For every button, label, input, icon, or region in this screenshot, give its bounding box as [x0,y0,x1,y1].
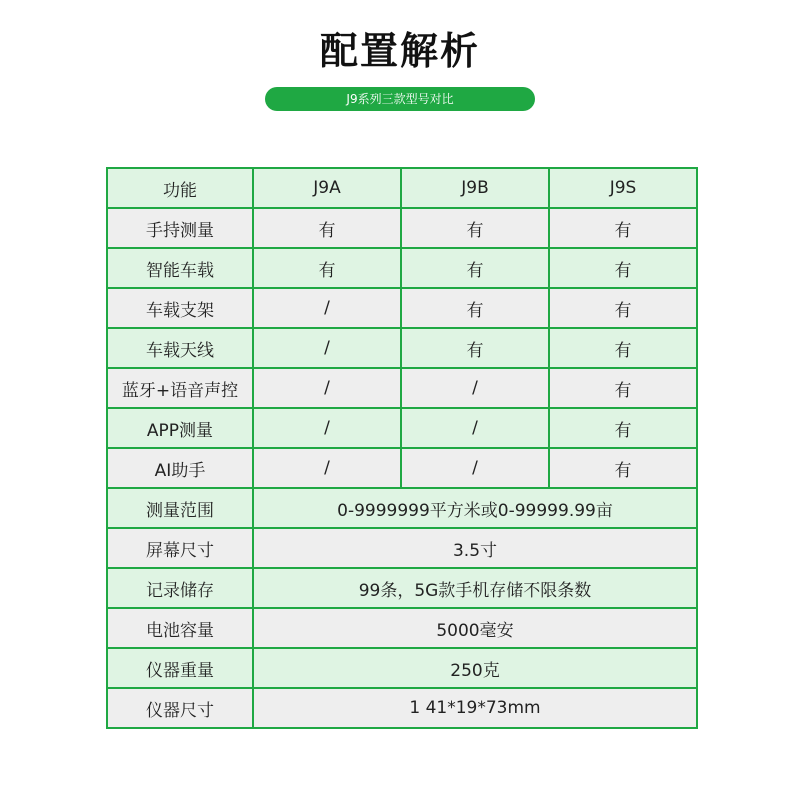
spec-name: 仪器尺寸 [107,688,253,728]
spec-value: 99条，5G款手机存储不限条数 [253,568,697,608]
spec-value: 5000毫安 [253,608,697,648]
feature-name: 车载天线 [107,328,253,368]
feature-value-j9s: 有 [549,328,697,368]
subtitle-badge: J9系列三款型号对比 [265,87,535,111]
spec-name: 屏幕尺寸 [107,528,253,568]
table-row [107,328,697,368]
spec-name: 仪器重量 [107,648,253,688]
table-row [107,648,697,688]
table-row [107,688,697,728]
feature-value-j9s: 有 [549,208,697,248]
table-row [107,288,697,328]
feature-name: AI助手 [107,448,253,488]
feature-name: APP测量 [107,408,253,448]
feature-value-j9b: 有 [401,248,549,288]
spec-value: 1 41*19*73mm [253,688,697,728]
spec-value: 3.5寸 [253,528,697,568]
table-row [107,488,697,528]
feature-name: 车载支架 [107,288,253,328]
spec-value: 0-9999999平方米或0-99999.99亩 [253,488,697,528]
feature-name: 手持测量 [107,208,253,248]
table-row [107,608,697,648]
table-row [107,448,697,488]
table-row [107,208,697,248]
spec-name: 电池容量 [107,608,253,648]
feature-value-j9b: / [401,408,549,448]
spec-name: 测量范围 [107,488,253,528]
feature-value-j9a: / [253,368,401,408]
feature-value-j9s: 有 [549,448,697,488]
feature-value-j9s: 有 [549,408,697,448]
feature-value-j9s: 有 [549,248,697,288]
feature-value-j9a: / [253,408,401,448]
table-row [107,368,697,408]
header-cell-j9a: J9A [253,168,401,208]
feature-value-j9b: 有 [401,208,549,248]
header-cell-feature: 功能 [107,168,253,208]
table-header-row [107,168,697,208]
header-cell-j9b: J9B [401,168,549,208]
feature-value-j9b: / [401,448,549,488]
feature-value-j9a: 有 [253,208,401,248]
feature-value-j9a: / [253,288,401,328]
spec-value: 250克 [253,648,697,688]
feature-value-j9s: 有 [549,368,697,408]
spec-name: 记录储存 [107,568,253,608]
feature-name: 蓝牙+语音声控 [107,368,253,408]
feature-name: 智能车载 [107,248,253,288]
feature-value-j9s: 有 [549,288,697,328]
feature-value-j9b: 有 [401,328,549,368]
table-row [107,528,697,568]
feature-value-j9a: / [253,328,401,368]
feature-value-j9a: / [253,448,401,488]
feature-value-j9b: 有 [401,288,549,328]
table-row [107,408,697,448]
table-row [107,248,697,288]
page-title: 配置解析 [319,29,480,73]
header-cell-j9s: J9S [549,168,697,208]
feature-value-j9b: / [401,368,549,408]
feature-value-j9a: 有 [253,248,401,288]
table-row [107,568,697,608]
comparison-table [106,167,698,729]
